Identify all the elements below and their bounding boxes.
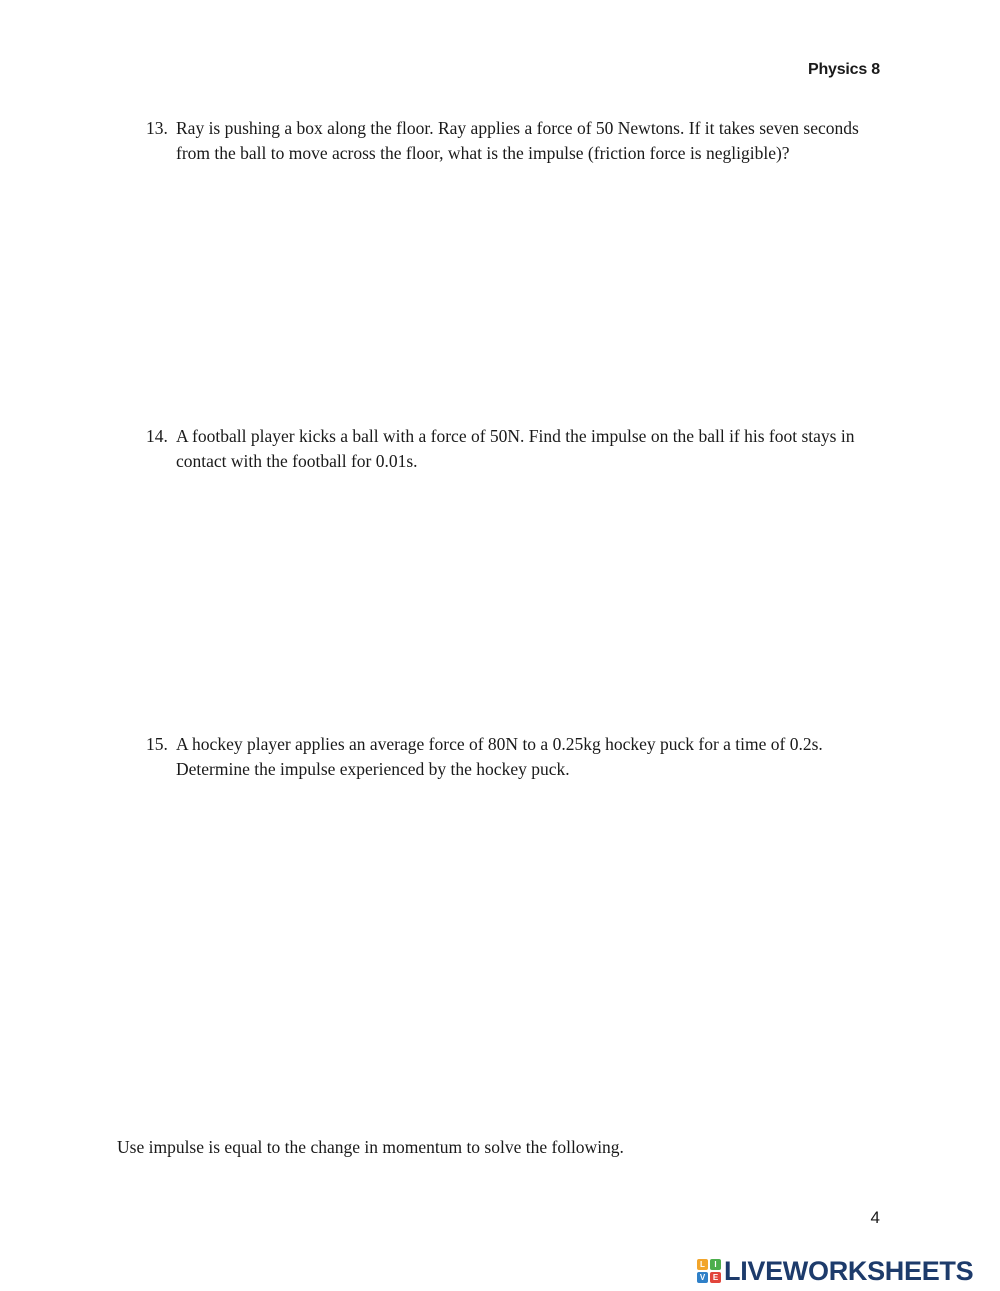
liveworksheets-brand <box>697 1256 973 1286</box>
question-text: Ray is pushing a box along the floor. Ray applies a force of 50 Newtons. If it takes seven seconds from the ball to move across the floor, what is the impulse (friction force is negligible)? <box>176 118 859 163</box>
question-text: A hockey player applies an average force of 80N to a 0.25kg hockey puck for a time of 0.2s. Determine the impulse experienced by the hockey puck. <box>176 734 823 779</box>
question-number: 13. <box>146 118 168 138</box>
brand-name: LIVEWORKSHEETS <box>724 1256 974 1286</box>
logo-tile-i: I <box>710 1259 721 1270</box>
question-15 <box>146 732 886 782</box>
question-13 <box>146 116 886 166</box>
logo-tile-v: V <box>697 1272 708 1283</box>
question-number: 15. <box>146 734 168 754</box>
question-14 <box>146 424 886 474</box>
logo-tile-l: L <box>697 1259 708 1270</box>
logo-tile-e: E <box>710 1272 721 1283</box>
page-header-title: Physics 8 <box>807 61 880 78</box>
page-number: 4 <box>870 1208 880 1227</box>
question-text: A football player kicks a ball with a force of 50N. Find the impulse on the ball if his foot stays in contact with the football for 0.01s. <box>176 426 855 471</box>
instruction-text: Use impulse is equal to the change in momentum to solve the following. <box>117 1137 624 1157</box>
question-number: 14. <box>146 426 168 446</box>
liveworksheets-logo-icon <box>697 1259 721 1283</box>
